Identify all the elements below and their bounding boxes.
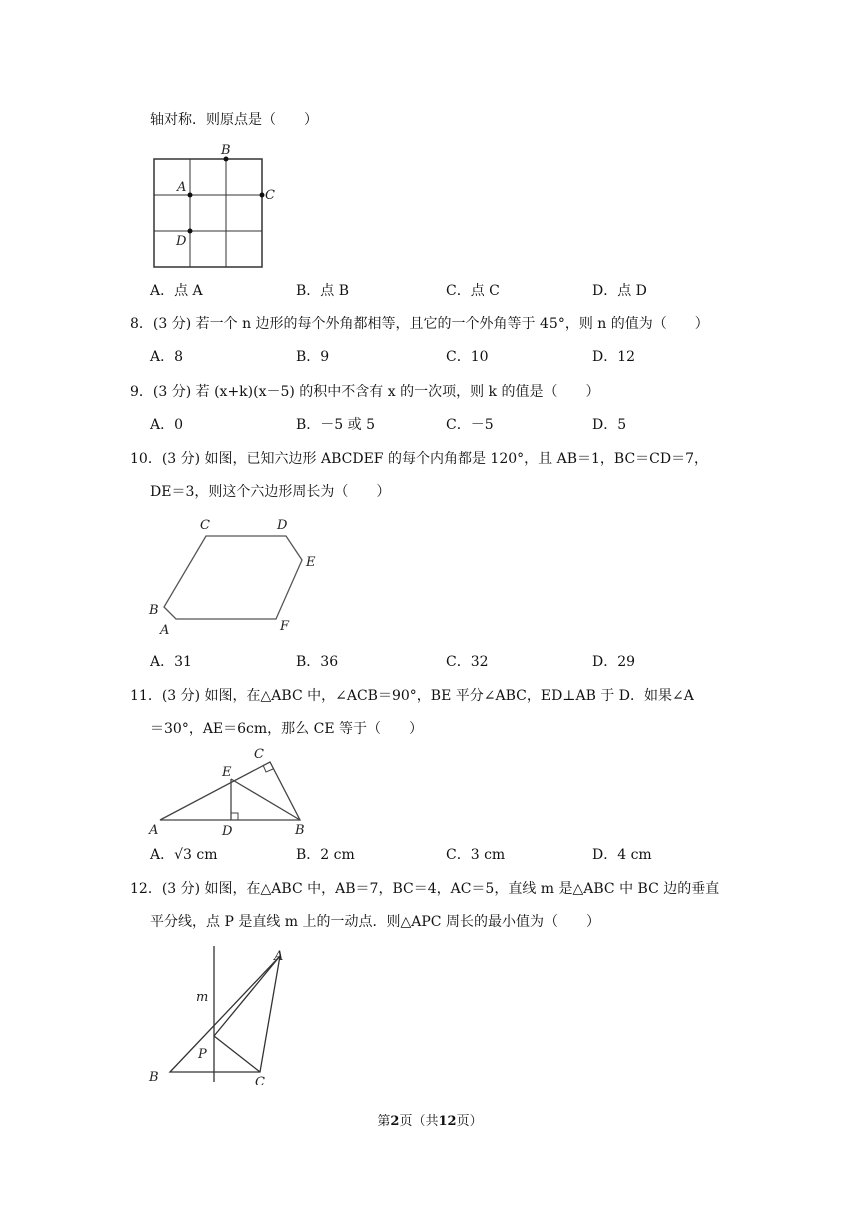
q10-option-a: A．31: [150, 654, 192, 670]
footer-page-number: 2: [390, 1114, 400, 1129]
q7-option-d: D．点 D: [592, 283, 647, 299]
q12-label-c: C: [255, 1075, 265, 1085]
q7-point-d: [188, 229, 193, 234]
q7-option-c: C．点 C: [446, 283, 500, 299]
q9-option-d: D．5: [592, 417, 627, 433]
q10-label-a: A: [160, 623, 170, 638]
q12-label-m: m: [196, 990, 209, 1005]
q7-option-a: A．点 A: [150, 283, 203, 299]
q11-option-a: A．√3 cm: [150, 847, 218, 863]
q10-label-d: D: [277, 518, 288, 533]
q8-stem: 8．(3 分) 若一个 n 边形的每个外角都相等，且它的一个外角等于 45°，则 n 的值为（ ）: [130, 316, 709, 332]
q10-stem-line2: DE＝3，则这个六边形周长为（ ）: [150, 484, 391, 500]
q7-label-c: C: [265, 188, 275, 203]
footer-mid: 页（共: [399, 1114, 439, 1129]
q9-stem: 9．(3 分) 若 (x+k)(x－5) 的积中不含有 x 的一次项，则 k 的值是（ ）: [130, 384, 600, 400]
q10-hexagon-figure: [140, 512, 340, 640]
q10-label-e: E: [306, 555, 316, 570]
q7-label-a: A: [177, 180, 187, 195]
q11-label-b: B: [295, 823, 305, 838]
q10-option-c: C．32: [446, 654, 489, 670]
q11-label-d: D: [222, 824, 233, 839]
q11-label-e: E: [222, 765, 232, 780]
q10-option-b: B．36: [296, 654, 339, 670]
q12-label-a: A: [274, 949, 284, 964]
q12-stem-line2: 平分线，点 P 是直线 m 上的一动点．则△APC 周长的最小值为（ ）: [150, 914, 600, 930]
footer-total-pages: 12: [438, 1114, 457, 1129]
q11-option-b: B．2 cm: [296, 847, 355, 863]
q8-option-d: D．12: [592, 349, 636, 365]
q9-option-b: B．－5 或 5: [296, 417, 376, 433]
footer-suffix: 页）: [456, 1114, 483, 1129]
q10-option-d: D．29: [592, 654, 636, 670]
q7-label-d: D: [176, 234, 187, 249]
q11-triangle-figure: [140, 742, 320, 842]
q11-label-a: A: [149, 823, 159, 838]
q11-stem-line2: ＝30°，AE＝6cm，那么 CE 等于（ ）: [150, 721, 423, 737]
q12-triangle-figure: [140, 940, 320, 1085]
footer-prefix: 第: [377, 1114, 391, 1129]
q8-option-b: B．9: [296, 349, 330, 365]
q8-option-a: A．8: [150, 349, 184, 365]
q7-grid-figure: [148, 142, 278, 272]
q10-stem-line1: 10．(3 分) 如图，已知六边形 ABCDEF 的每个内角都是 120°，且 AB＝1，BC＝CD＝7，: [130, 451, 709, 467]
q11-option-d: D．4 cm: [592, 847, 652, 863]
q10-label-f: F: [280, 619, 290, 634]
q9-option-c: C．－5: [446, 417, 494, 433]
q12-label-b: B: [149, 1070, 159, 1085]
q12-label-p: P: [198, 1047, 207, 1062]
q7-stem-tail: 轴对称．则原点是（ ）: [150, 112, 318, 128]
q11-label-c: C: [254, 747, 264, 762]
q7-point-c: [260, 193, 265, 198]
q7-option-b: B．点 B: [296, 283, 350, 299]
q10-label-c: C: [200, 518, 210, 533]
q10-label-b: B: [149, 603, 159, 618]
q11-stem-line1: 11．(3 分) 如图，在△ABC 中，∠ACB＝90°，BE 平分∠ABC，ED⊥AB 于 D．如果∠A: [130, 688, 694, 704]
q9-option-a: A．0: [150, 417, 184, 433]
q12-stem-line1: 12．(3 分) 如图，在△ABC 中，AB＝7，BC＝4，AC＝5，直线 m 是△ABC 中 BC 边的垂直: [130, 881, 720, 897]
q8-option-c: C．10: [446, 349, 489, 365]
q7-point-a: [188, 193, 193, 198]
q7-label-b: B: [221, 143, 231, 158]
page-footer: [0, 1110, 860, 1129]
q11-option-c: C．3 cm: [446, 847, 506, 863]
